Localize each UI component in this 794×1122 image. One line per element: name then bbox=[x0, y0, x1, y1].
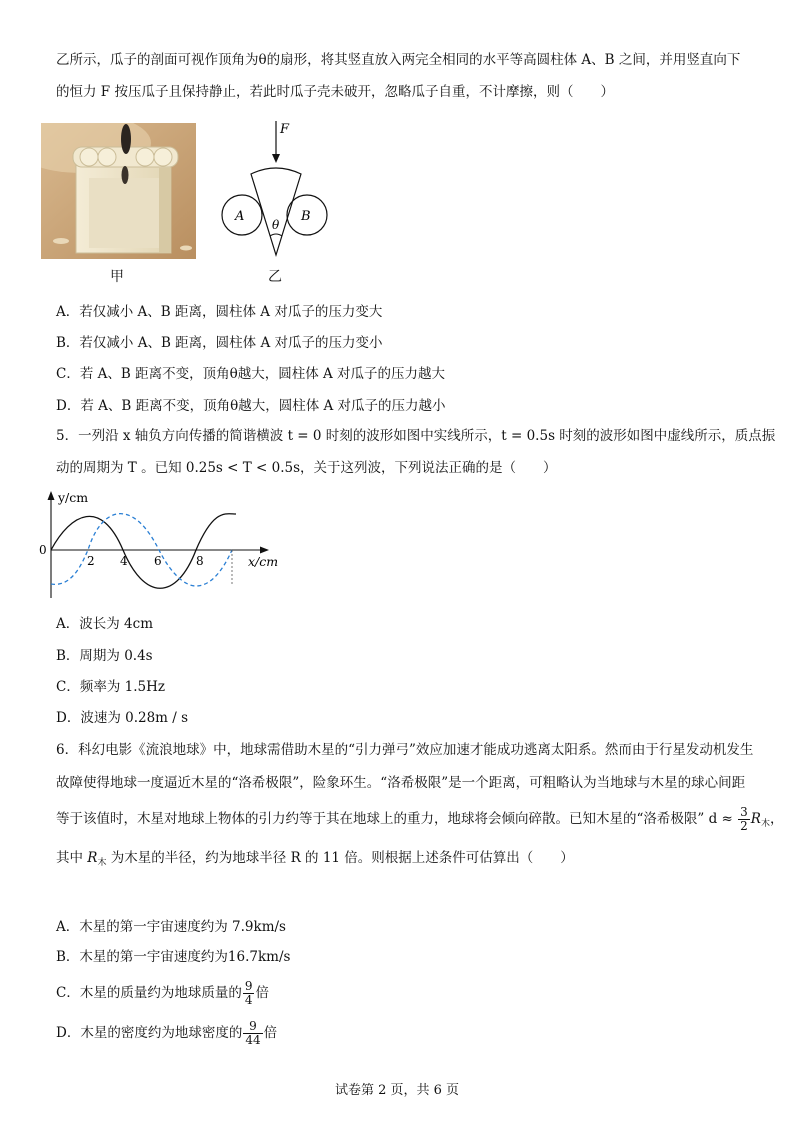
cylinder-a-label: A bbox=[235, 209, 245, 224]
q4-option-a: A．若仅减小 A、B 距离，圆柱体 A 对瓜子的压力变大 bbox=[56, 304, 383, 320]
x-tick-2: 2 bbox=[87, 554, 95, 568]
force-diagram bbox=[215, 118, 335, 268]
q6-option-d: D．木星的密度约为地球密度的 $\frac{9}{44}$ 倍 bbox=[56, 1019, 278, 1047]
origin-label: 0 bbox=[39, 543, 47, 557]
figure-yi-caption: 乙 bbox=[268, 269, 282, 285]
q6-stem-line2: 故障使得地球一度逼近木星的“洛希极限”，险象环生。“洛希极限”是一个距离，可粗略认为当地球与木星的球心间距 bbox=[56, 775, 746, 791]
q4-stem-line1: 乙所示，瓜子的剖面可视作顶角为θ的扇形，将其竖直放入两完全相同的水平等高圆柱体 A、B 之间，并用竖直向下 bbox=[56, 52, 741, 68]
fraction-9-4: $\frac{9}{4}$ bbox=[244, 979, 253, 1007]
q5-option-c: C．频率为 1.5Hz bbox=[56, 679, 165, 695]
theta-label: θ bbox=[272, 218, 280, 232]
solid-wave bbox=[51, 514, 236, 589]
q4-option-d: D．若 A、B 距离不变，顶角θ越大，圆柱体 A 对瓜子的压力越小 bbox=[56, 398, 446, 414]
x-tick-6: 6 bbox=[154, 554, 162, 568]
q4-option-b: B．若仅减小 A、B 距离，圆柱体 A 对瓜子的压力变小 bbox=[56, 335, 383, 351]
fraction-3-2: $\frac{3}{2}$ bbox=[740, 805, 748, 833]
x-tick-8: 8 bbox=[196, 554, 204, 568]
seed-cracker-photo bbox=[41, 123, 196, 259]
q5-option-a: A．波长为 4cm bbox=[56, 616, 153, 632]
q6-option-c: C．木星的质量约为地球质量的 $\frac{9}{4}$ 倍 bbox=[56, 979, 269, 1007]
q6-stem-line1: 6．科幻电影《流浪地球》中，地球需借助木星的“引力弹弓”效应加速才能成功逃离太阳系。然而由于行星发动机发生 bbox=[56, 742, 754, 758]
q5-stem-line2: 动的周期为 T 。已知 0.25s < T < 0.5s，关于这列波，下列说法正确的是（ ） bbox=[56, 460, 557, 476]
force-label: F bbox=[280, 122, 290, 137]
q5-option-d: D．波速为 0.28m / s bbox=[56, 710, 189, 726]
q6-option-b: B．木星的第一宇宙速度约为16.7km/s bbox=[56, 949, 291, 965]
x-axis-label: x/cm bbox=[248, 554, 279, 569]
q4-stem-line2: 的恒力 F 按压瓜子且保持静止，若此时瓜子壳未破开，忽略瓜子自重，不计摩擦，则（ ） bbox=[56, 84, 614, 100]
y-axis-label: y/cm bbox=[58, 490, 89, 505]
wave-graph bbox=[36, 488, 286, 606]
fraction-9-44: $\frac{9}{44}$ bbox=[245, 1019, 261, 1047]
page-footer: 试卷第 2 页，共 6 页 bbox=[334, 1083, 460, 1098]
q5-stem-line1: 5．一列沿 x 轴负方向传播的简谐横波 t = 0 时刻的波形如图中实线所示，t = 0.5s 时刻的波形如图中虚线所示，质点振 bbox=[56, 428, 776, 444]
q6-stem-line3: 等于该值时，木星对地球上物体的引力约等于其在地球上的重力，地球将会倾向碎散。已知木星的“洛希极限” d ≈ $\frac{3}{2}$ $R_木$， bbox=[56, 805, 784, 833]
q4-option-c: C．若 A、B 距离不变，顶角θ越大，圆柱体 A 对瓜子的压力越大 bbox=[56, 366, 446, 382]
q5-option-b: B．周期为 0.4s bbox=[56, 648, 153, 664]
q6-stem-line4: 其中 $R_木$ 为木星的半径，约为地球半径 R 的 11 倍。则根据上述条件可估算出（ ） bbox=[56, 850, 574, 868]
figure-jia-caption: 甲 bbox=[110, 269, 124, 285]
x-tick-4: 4 bbox=[120, 554, 128, 568]
q6-option-a: A．木星的第一宇宙速度约为 7.9km/s bbox=[56, 919, 286, 935]
cylinder-b-label: B bbox=[301, 209, 311, 224]
